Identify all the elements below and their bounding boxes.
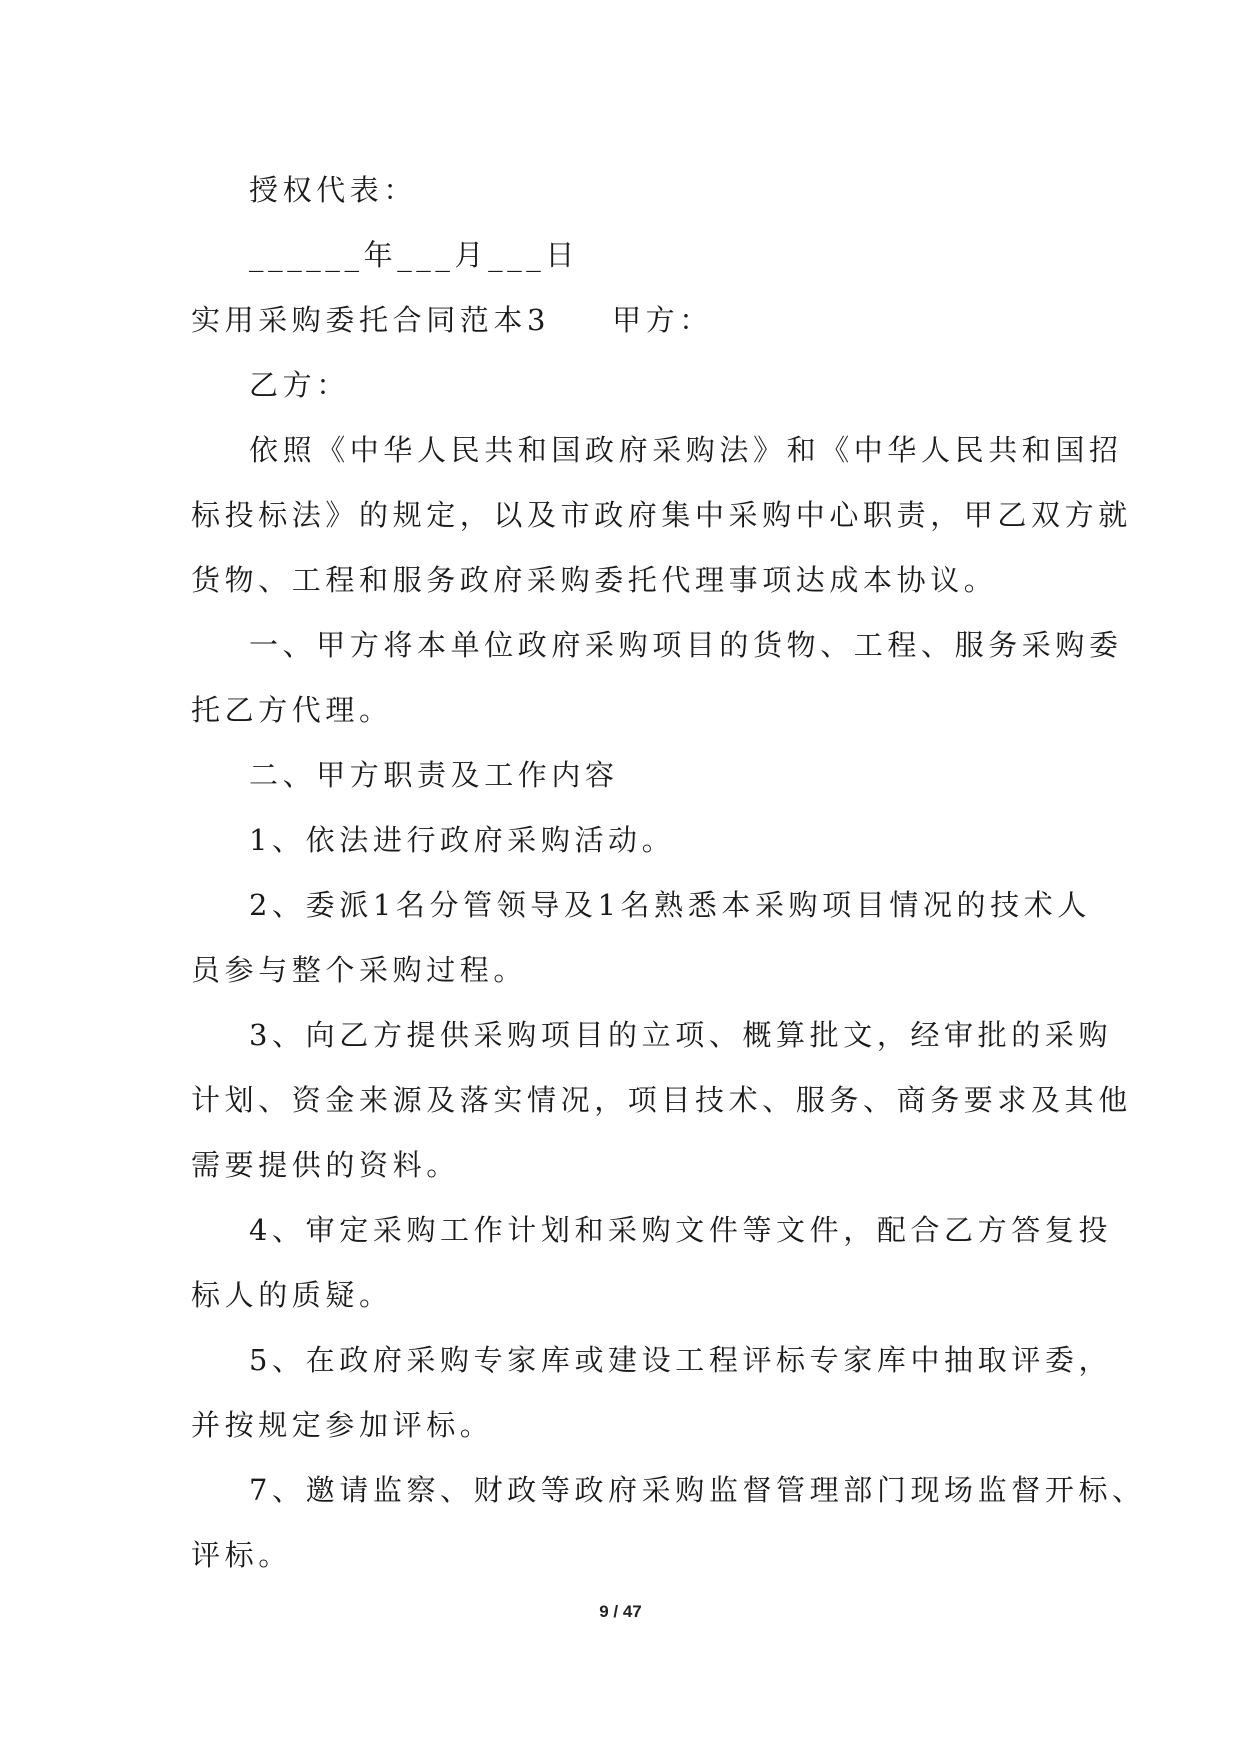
contract-heading-row bbox=[191, 288, 1061, 353]
list-item-continuation: 计划、资金来源及落实情况，项目技术、服务、商务要求及其他 bbox=[191, 1083, 1132, 1117]
signature-label: 授权代表： bbox=[249, 173, 418, 207]
paragraph-line: 标投标法》的规定，以及市政府集中采购中心职责，甲乙双方就 bbox=[191, 498, 1132, 532]
list-item-continuation: 需要提供的资料。 bbox=[191, 1148, 460, 1182]
section-heading: 二、甲方职责及工作内容 bbox=[249, 758, 619, 792]
paragraph-line: 依照《中华人民共和国政府采购法》和《中华人民共和国招 bbox=[249, 433, 1123, 467]
list-item: 1、依法进行政府采购活动。 bbox=[249, 823, 676, 857]
list-item-continuation: 员参与整个采购过程。 bbox=[191, 953, 528, 987]
list-item: 3、向乙方提供采购项目的立项、概算批文，经审批的采购 bbox=[249, 1018, 1113, 1052]
list-item: 5、在政府采购专家库或建设工程评标专家库中抽取评委， bbox=[249, 1343, 1113, 1377]
document-body bbox=[191, 158, 1146, 1588]
page-number: 9 / 47 bbox=[599, 1602, 642, 1621]
party-a-label: 甲方： bbox=[612, 303, 713, 337]
date-line: ______年___月___日 bbox=[249, 238, 579, 272]
list-item-continuation: 评标。 bbox=[191, 1538, 292, 1572]
party-b-label: 乙方： bbox=[249, 368, 350, 402]
paragraph-line: 货物、工程和服务政府采购委托代理事项达成本协议。 bbox=[191, 563, 998, 597]
list-item: 2、委派1名分管领导及1名熟悉本采购项目情况的技术人 bbox=[249, 888, 1091, 922]
contract-title: 实用采购委托合同范本3 bbox=[191, 303, 551, 337]
list-item: 4、审定采购工作计划和采购文件等文件，配合乙方答复投 bbox=[249, 1213, 1113, 1247]
list-item-continuation: 标人的质疑。 bbox=[191, 1278, 393, 1312]
list-item: 7、邀请监察、财政等政府采购监督管理部门现场监督开标、 bbox=[249, 1473, 1146, 1507]
list-item-continuation: 并按规定参加评标。 bbox=[191, 1408, 494, 1442]
paragraph-line: 托乙方代理。 bbox=[191, 693, 393, 727]
paragraph-line: 一、甲方将本单位政府采购项目的货物、工程、服务采购委 bbox=[249, 628, 1123, 662]
